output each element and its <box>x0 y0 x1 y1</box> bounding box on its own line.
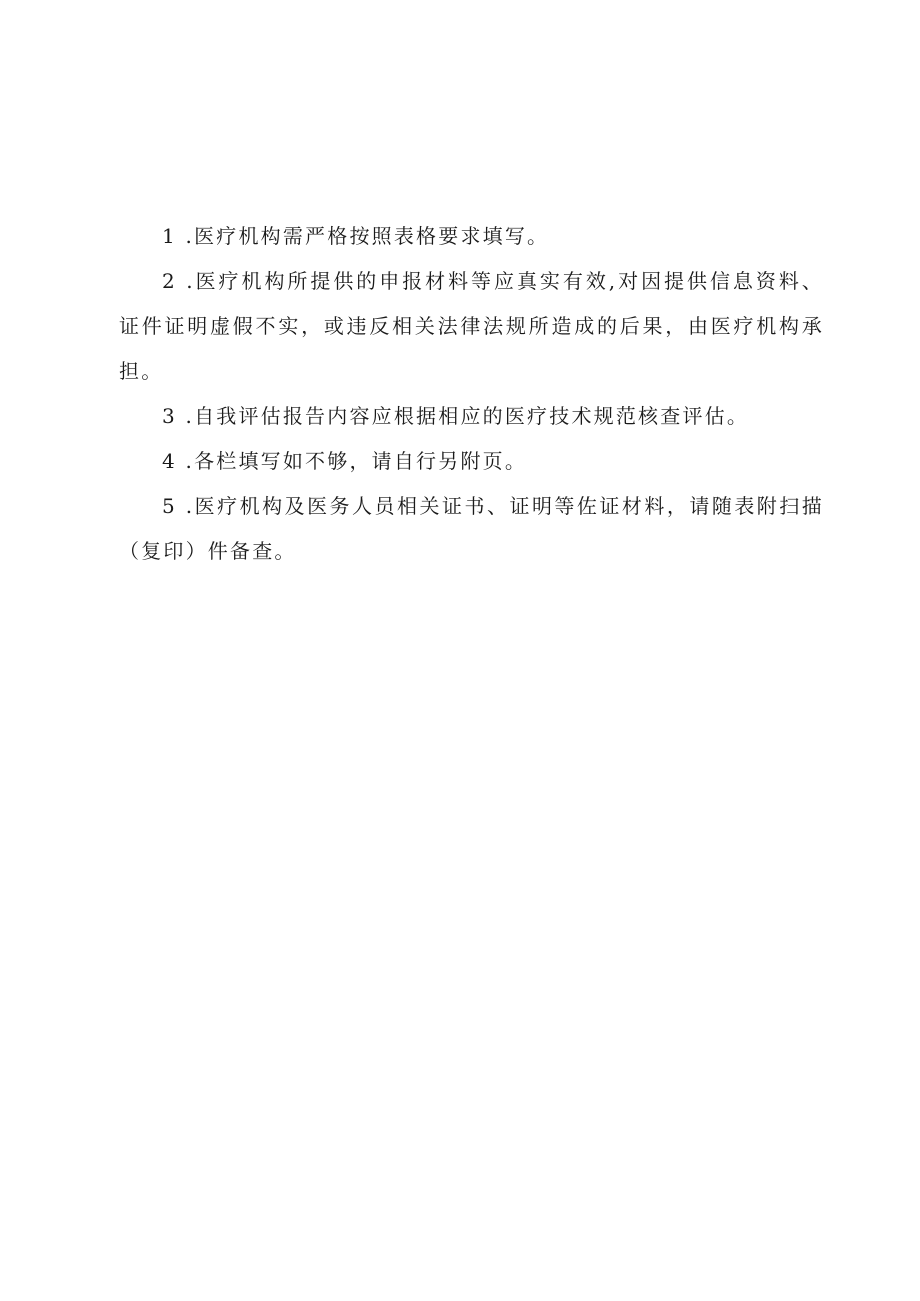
instruction-item-2 <box>119 259 824 394</box>
instruction-number: 3 <box>162 404 177 428</box>
instruction-item-3 <box>119 394 824 439</box>
instruction-text: 医疗机构及医务人员相关证书、证明等佐证材料，请随表附扫描（复印）件备查。 <box>119 494 824 563</box>
instruction-text: 医疗机构需严格按照表格要求填写。 <box>194 224 550 248</box>
instruction-separator: . <box>176 404 195 428</box>
instruction-number: 2 <box>162 269 177 293</box>
instructions-list <box>119 214 824 574</box>
instruction-separator: . <box>176 269 195 293</box>
instruction-separator: . <box>176 494 195 518</box>
instruction-text: 医疗机构所提供的申报材料等应真实有效,对因提供信息资料、证件证明虚假不实，或违反相关法律法规所造成的后果，由医疗机构承担。 <box>119 269 824 383</box>
instruction-item-5 <box>119 484 824 574</box>
instruction-text: 自我评估报告内容应根据相应的医疗技术规范核查评估。 <box>194 404 750 428</box>
instruction-item-1 <box>119 214 824 259</box>
instruction-number: 5 <box>162 494 177 518</box>
instruction-text: 各栏填写如不够，请自行另附页。 <box>194 449 528 473</box>
instruction-number: 4 <box>162 449 177 473</box>
instruction-separator: . <box>176 224 195 248</box>
instruction-item-4 <box>119 439 824 484</box>
instruction-number: 1 <box>162 224 177 248</box>
instruction-separator: . <box>176 449 195 473</box>
